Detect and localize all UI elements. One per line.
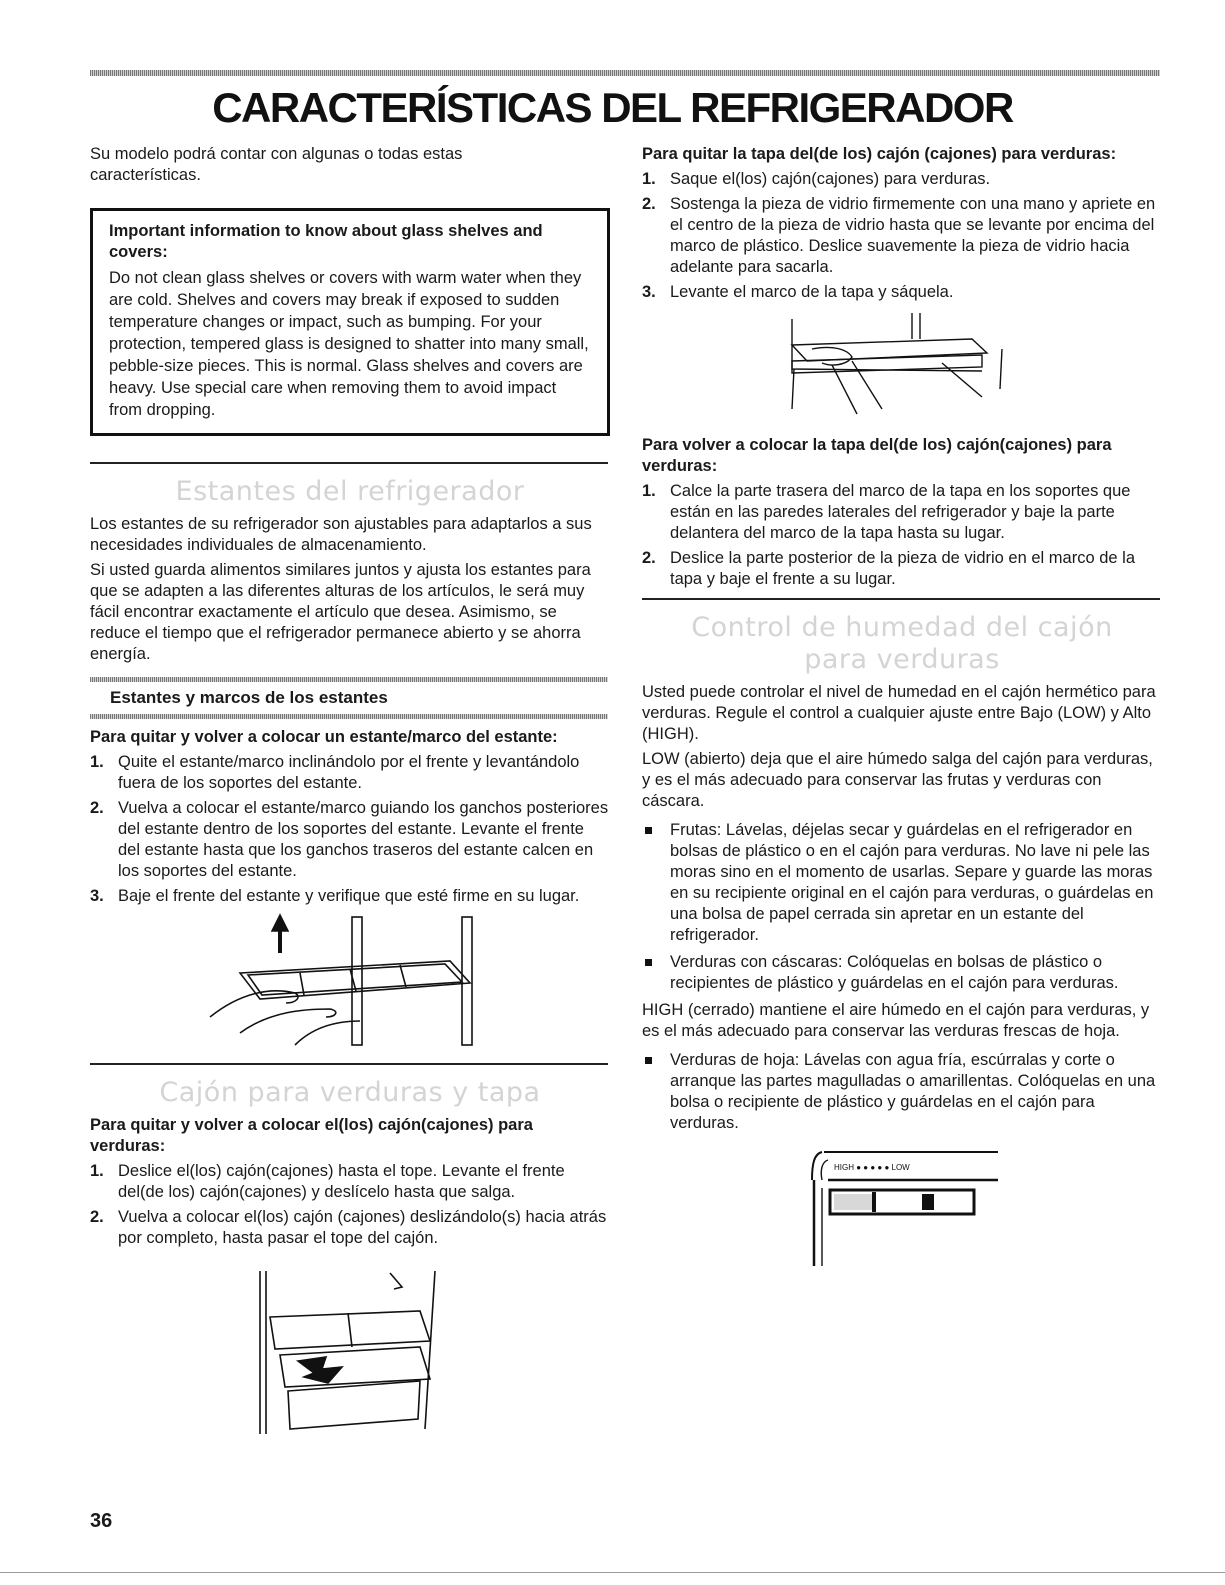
subsection-rule (90, 714, 608, 719)
list-item: 1. Calce la parte trasera del marco de la tapa en los soportes que están en las paredes laterales del refrigerador y baje la parte delantera del marco de la tapa hasta su lugar. (642, 482, 1131, 542)
crisper-drawer-illustration (90, 1269, 610, 1439)
section-rule (642, 598, 1160, 600)
notice-text: Do not clean glass shelves or covers with warm water when they are cold. Shelves and covers may break if exposed to sudden temperature changes or impact, such as bumping. For your protection, tempered glass is designed to shatter into many small, pebble-size pieces. This is normal. Glass shelves and covers are heavy. Use special care when removing them to avoid impact from dropping. (109, 269, 589, 419)
subsection-title: Estantes y marcos de los estantes (110, 688, 388, 707)
list-item: 2. Vuelva a colocar el(los) cajón (cajones) deslizándolo(s) hacia atrás por completo, hasta pasar el tope del cajón. (90, 1208, 607, 1247)
section-title-shelves: Estantes del refrigerador (175, 476, 525, 507)
list-item: 1. Saque el(los) cajón(cajones) para verduras. (642, 170, 991, 188)
list-item: 2. Vuelva a colocar el estante/marco guiando los ganchos posteriores del estante dentro de los soportes del estante. Levante el frente del estante hasta que los ganchos traseros del estante calcen en los soportes del estante. (90, 799, 609, 880)
humidity-control-label: HIGH ● ● ● ● ● LOW (834, 1163, 910, 1172)
page-title: CARACTERÍSTICAS DEL REFRIGERADOR (212, 84, 1013, 131)
remove-cover-heading: Para quitar la tapa del(de los) cajón (cajones) para verduras: (642, 145, 1117, 163)
humidity-paragraph-2: LOW (abierto) deja que el aire húmedo salga del cajón para verduras, y es el más adecuado para conservar las frutas y verduras con cáscara. (642, 750, 1153, 810)
shelf-removal-illustration (90, 913, 610, 1053)
list-item: Frutas: Lávelas, déjelas secar y guárdelas en el refrigerador en bolsas de plástico o en el cajón para verduras. No lave ni pele las moras sino en el momento de usarlas. Separe y guarde las moras en su recipiente original en el cajón para verduras, o guárdelas en una bolsa de papel cerrada sin apretar en un estante del refrigerador. (642, 820, 1162, 946)
list-item: 2. Sostenga la pieza de vidrio firmemente con una mano y apriete en el centro de la pieza de vidrio hasta que se levante por encima del marco de plástico. Deslice suavemente la pieza de vidrio hacia adelante para sacarla. (642, 195, 1156, 276)
crisper-cover-illustration (642, 309, 1162, 429)
humidity-control-illustration (642, 1140, 1162, 1270)
list-item: 2. Deslice la parte posterior de la pieza de vidrio en el marco de la tapa y baje el frente a su lugar. (642, 549, 1135, 588)
list-item: Verduras de hoja: Lávelas con agua fría, escúrralas y corte o arranque las partes magulladas o amarillentas. Colóquelas en una bolsa o recipiente de plástico y guárdelas en el cajón para verduras. (642, 1050, 1162, 1134)
replace-cover-heading: Para volver a colocar la tapa del(de los) cajón(cajones) para verduras: (642, 436, 1112, 475)
crisper-steps-heading: Para quitar y volver a colocar el(los) cajón(cajones) para verduras: (90, 1116, 533, 1155)
notice-title: Important information to know about glass shelves and covers: (109, 222, 543, 261)
remove-cover-steps (642, 169, 1162, 303)
bottom-rule (0, 1572, 1225, 1573)
section-rule (90, 462, 608, 464)
subsection-rule (90, 677, 608, 682)
shelves-paragraph-2: Si usted guarda alimentos similares juntos y ajusta los estantes para que se adapten a las diferentes alturas de los artículos, le será muy fácil encontrar exactamente el artículo que desea. Asimismo, se reduce el tiempo que el refrigerador permanece abierto y se ahorra energía. (90, 561, 591, 663)
shelves-paragraph-1: Los estantes de su refrigerador son ajustables para adaptarlos a sus necesidades individuales de almacenamiento. (90, 515, 592, 554)
glass-notice-box (90, 208, 610, 436)
shelf-steps-heading: Para quitar y volver a colocar un estante/marco del estante: (90, 728, 558, 746)
top-decorative-rule (90, 70, 1160, 76)
section-title-crisper: Cajón para verduras y tapa (159, 1077, 541, 1108)
list-item: 1. Deslice el(los) cajón(cajones) hasta el tope. Levante el frente del(de los) cajón(cajones) y deslícelo hasta que salga. (90, 1162, 565, 1201)
humidity-bullets-low (642, 820, 1162, 994)
section-title-humidity: Control de humedad del cajón para verduras (691, 612, 1113, 675)
humidity-bullets-high (642, 1050, 1162, 1134)
list-item: Verduras con cáscaras: Colóquelas en bolsas de plástico o recipientes de plástico y guárdelas en el cajón para verduras. (642, 952, 1162, 994)
crisper-steps-list (90, 1161, 610, 1249)
page-number: 36 (90, 1510, 113, 1532)
humidity-paragraph-1: Usted puede controlar el nivel de humedad en el cajón hermético para verduras. Regule el control a cualquier ajuste entre Bajo (LOW) y Alto (HIGH). (642, 683, 1156, 743)
intro-text: Su modelo podrá contar con algunas o todas estas características. (90, 145, 463, 184)
shelf-steps-list (90, 752, 610, 907)
replace-cover-steps (642, 481, 1162, 590)
list-item: 1. Quite el estante/marco inclinándolo por el frente y levantándolo fuera de los soportes del estante. (90, 753, 580, 792)
humidity-paragraph-3: HIGH (cerrado) mantiene el aire húmedo en el cajón para verduras, y es el más adecuado para conservar las verduras frescas de hoja. (642, 1001, 1150, 1040)
list-item: 3. Levante el marco de la tapa y sáquela. (642, 283, 954, 301)
left-column (90, 144, 610, 1439)
list-item: 3. Baje el frente del estante y verifique que esté firme en su lugar. (90, 887, 580, 905)
right-column (642, 144, 1162, 1270)
section-rule (90, 1063, 608, 1065)
